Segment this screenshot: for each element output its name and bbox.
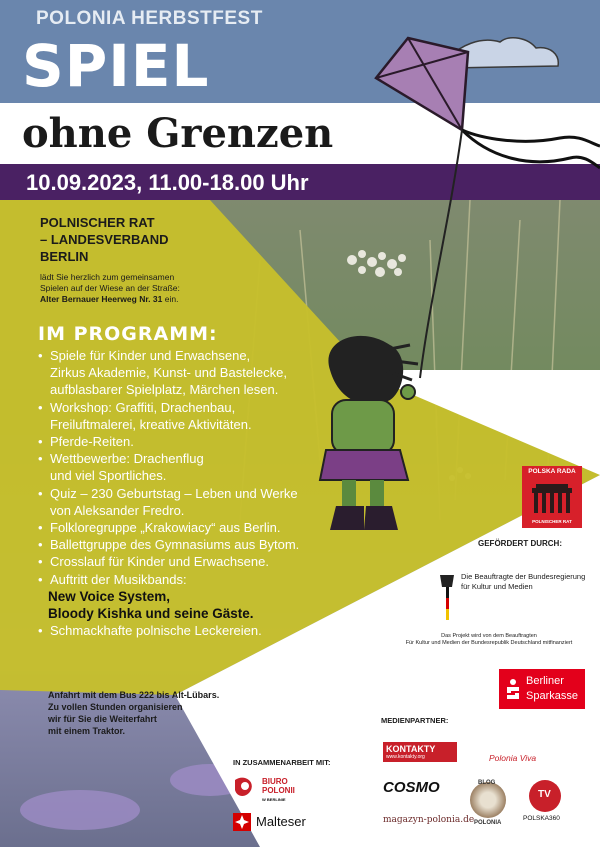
poster-title: SPIEL	[22, 32, 210, 100]
malteser-cross-icon	[233, 813, 251, 831]
programme-item: • Quiz – 230 Geburtstag – Leben und Werke	[38, 485, 348, 502]
address-suffix: ein.	[162, 294, 179, 304]
biuro-line-1: BIURO	[262, 777, 288, 786]
funding-note	[384, 633, 594, 647]
programme-item: • Ballettgruppe des Gymnasiums aus Bytom.	[38, 536, 348, 553]
cosmo-logo: COSMO	[383, 779, 440, 796]
organizer-name	[40, 214, 169, 265]
blog-polonia-top: BLOG	[478, 780, 496, 786]
programme-item: Zirkus Akademie, Kunst- und Bastelecke,	[50, 365, 288, 381]
programme-list	[38, 347, 348, 639]
sparkasse-text	[526, 674, 578, 704]
funding-note-line-2: Für Kultur und Medien der Bundesrepublik Deutschland mitfinanziert	[405, 640, 573, 646]
organizer-line-1: POLNISCHER RAT	[40, 215, 155, 230]
funded-by-label: GEFÖRDERT DURCH:	[478, 539, 562, 548]
funding-note-line-1: Das Projekt wird von dem Beauftragten	[441, 633, 537, 639]
biuro-polonii-icon	[231, 776, 259, 802]
event-address: Alter Bernauer Heerweg Nr. 31	[40, 294, 163, 304]
biuro-polonii-text	[262, 777, 295, 804]
programme-item: • Folkloregruppe „Krakowiacy“ aus Berlin.	[38, 519, 348, 536]
cooperation-label: IN ZUSAMMENARBEIT MIT:	[233, 758, 331, 767]
polska360-text: POLSKA360	[523, 815, 560, 822]
programme-item: • Crosslauf für Kinder und Erwachsene.	[38, 553, 348, 570]
rada-logo-top-text: POLSKA RADA	[528, 468, 576, 475]
bus-line-4: mit einem Traktor.	[48, 726, 126, 736]
programme-item: und viel Sportliches.	[50, 468, 167, 484]
invitation-text	[40, 272, 240, 305]
kontakty-text: KONTAKTY	[386, 744, 436, 754]
malteser-logo: Malteser	[256, 814, 306, 829]
programme-band: Bloody Kishka und seine Gäste.	[48, 606, 254, 622]
blog-polonia-bottom: POLONIA	[474, 820, 502, 826]
programme-item: • Auftritt der Musikbands:	[38, 571, 348, 588]
bus-line-2: Zu vollen Stunden organisieren	[48, 702, 183, 712]
invite-line-2: Spielen auf der Wiese an der Straße:	[40, 283, 180, 293]
polska360-tv: TV	[538, 789, 551, 800]
programme-item: aufblasbarer Spielplatz, Märchen lesen.	[50, 382, 279, 398]
polonia-viva-logo: Polonia Viva	[489, 753, 537, 763]
blog-polonia-logo	[470, 782, 506, 818]
media-partners-label: MEDIENPARTNER:	[381, 716, 449, 725]
sparkasse-s-icon	[505, 678, 521, 700]
organizer-line-2: – LANDESVERBAND	[40, 232, 169, 247]
poster-subtitle: ohne Grenzen	[22, 110, 334, 157]
sparkasse-line-1: Berliner	[526, 675, 564, 687]
event-date: 10.09.2023, 11.00-18.00 Uhr	[26, 170, 309, 195]
bus-info	[48, 689, 219, 737]
invite-line-1: lädt Sie herzlich zum gemeinsamen	[40, 272, 175, 282]
programme-item: von Aleksander Fredro.	[50, 502, 185, 518]
bus-line-1: Anfahrt mit dem Bus 222 bis Alt-Lübars.	[48, 690, 220, 700]
programme-item: • Workshop: Graffiti, Drachenbau,	[38, 399, 348, 416]
bkm-text	[461, 572, 591, 592]
programme-item: Freiluftmalerei, kreative Aktivitäten.	[50, 416, 252, 432]
brandenburg-gate-icon	[530, 482, 574, 516]
programme-item: • Spiele für Kinder und Erwachsene,	[38, 347, 348, 364]
biuro-line-2: POLONII	[262, 786, 295, 795]
organizer-line-3: BERLIN	[40, 249, 89, 264]
programme-item: • Wettbewerbe: Drachenflug	[38, 450, 348, 467]
bkm-line-1: Die Beauftragte der Bundesregierung	[461, 572, 586, 581]
programme-item: • Schmackhafte polnische Leckereien.	[38, 622, 348, 639]
magazyn-polonia-logo: magazyn-polonia.de	[383, 815, 475, 825]
programme-item: • Pferde-Reiten.	[38, 433, 348, 450]
bus-line-3: wir für Sie die Weiterfahrt	[48, 714, 157, 724]
bkm-line-2: für Kultur und Medien	[461, 582, 533, 591]
festival-label: POLONIA HERBSTFEST	[36, 8, 263, 29]
programme-band: New Voice System,	[48, 588, 171, 604]
rada-logo-bottom-text: POLNISCHER RAT	[532, 519, 572, 524]
kontakty-url: www.kontakty.org	[386, 754, 425, 760]
biuro-line-3: W BERLINIE	[262, 797, 286, 802]
sparkasse-line-2: Sparkasse	[526, 690, 578, 702]
programme-title: IM PROGRAMM:	[38, 323, 218, 345]
federal-eagle-icon	[436, 573, 458, 621]
